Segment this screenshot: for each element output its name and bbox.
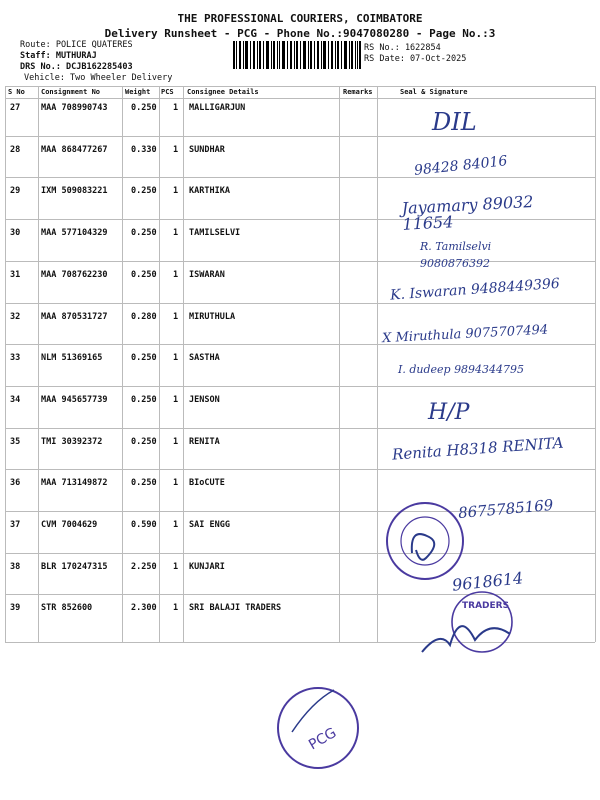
signature-27: DIL xyxy=(432,108,477,136)
row-consignee: JENSON xyxy=(189,394,220,405)
row-sno: 35 xyxy=(10,436,21,447)
row-consignment: CVM 7004629 xyxy=(41,520,98,530)
row-divider xyxy=(5,344,595,345)
row-pcs: 1 xyxy=(173,144,179,155)
col-remarks: Remarks xyxy=(343,88,373,96)
row-divider xyxy=(5,303,595,304)
row-consignment: MAA 708990743 xyxy=(41,103,108,113)
row-sno: 27 xyxy=(10,103,21,113)
row-sno: 34 xyxy=(10,394,21,405)
traders-stamp-text: TRADERS xyxy=(462,601,510,611)
row-pcs: 1 xyxy=(173,311,179,322)
row-divider xyxy=(5,428,595,429)
col-pcs: PCS xyxy=(161,88,174,96)
row-sno: 30 xyxy=(10,228,21,239)
row-sno: 29 xyxy=(10,186,21,197)
traders-seal-stamp xyxy=(420,590,540,660)
row-pcs: 1 xyxy=(173,520,179,530)
row-divider xyxy=(5,469,595,470)
row-sno: 39 xyxy=(10,603,21,614)
row-consignment: NLM 51369165 xyxy=(41,353,103,364)
col-consignment: Consignment No xyxy=(41,88,101,96)
row-consignment: BLR 170247315 xyxy=(41,561,108,572)
row-sno: 32 xyxy=(10,311,21,322)
row-divider xyxy=(5,177,595,178)
row-pcs: 1 xyxy=(173,436,179,447)
row-sno: 38 xyxy=(10,561,21,572)
signature-28: 98428 84016 xyxy=(413,153,509,179)
row-weight: 0.250 xyxy=(131,186,157,197)
col-weight: Weight xyxy=(125,88,151,96)
row-weight: 0.250 xyxy=(131,353,157,364)
row-sno: 28 xyxy=(10,144,21,155)
staff-label: Staff: MUTHURAJ xyxy=(20,51,97,61)
row-consignee: SASTHA xyxy=(189,353,220,364)
row-weight: 0.330 xyxy=(131,144,157,155)
row-pcs: 1 xyxy=(173,394,179,405)
signature-29: Jayamary 89032 11654 xyxy=(401,191,534,234)
signature-36: 8675785169 xyxy=(457,495,555,523)
row-consignment: MAA 713149872 xyxy=(41,478,108,489)
row-consignment: MAA 868477267 xyxy=(41,144,108,155)
row-consignee: ISWARAN xyxy=(189,269,225,280)
row-consignee: RENITA xyxy=(189,436,220,447)
row-consignment: MAA 870531727 xyxy=(41,311,108,322)
row-consignment: MAA 945657739 xyxy=(41,394,108,405)
row-weight: 0.250 xyxy=(131,436,157,447)
rs-number: RS No.: 1622854 xyxy=(364,43,441,53)
row-weight: 0.250 xyxy=(131,228,157,239)
row-sno: 31 xyxy=(10,269,21,280)
row-pcs: 1 xyxy=(173,186,179,197)
row-divider xyxy=(5,386,595,387)
col-seal-signature: Seal & Signature xyxy=(400,88,468,96)
row-sno: 37 xyxy=(10,520,21,530)
company-title: THE PROFESSIONAL COURIERS, COIMBATORE xyxy=(177,12,423,25)
row-consignee: KUNJARI xyxy=(189,561,225,572)
row-consignment: MAA 708762230 xyxy=(41,269,108,280)
signature-35: Renita H8318 RENITA xyxy=(391,433,565,464)
row-weight: 0.590 xyxy=(131,520,157,530)
row-consignee: SRI BALAJI TRADERS xyxy=(189,603,282,614)
barcode xyxy=(233,41,361,69)
row-weight: 0.250 xyxy=(131,269,157,280)
row-pcs: 1 xyxy=(173,353,179,364)
signature-32: X Miruthula 9075707494 xyxy=(381,322,549,347)
row-pcs: 1 xyxy=(173,103,179,113)
row-weight: 0.280 xyxy=(131,311,157,322)
row-divider xyxy=(5,136,595,137)
pcg-stamp xyxy=(272,682,364,774)
company-seal-stamp xyxy=(382,498,468,584)
row-consignee: TAMILSELVI xyxy=(189,228,241,239)
row-consignee: SAI ENGG xyxy=(189,520,230,530)
row-divider xyxy=(5,553,595,554)
pcg-stamp-text: PCG xyxy=(306,724,340,754)
row-pcs: 1 xyxy=(173,478,179,489)
col-consignee: Consignee Details xyxy=(187,88,259,96)
signature-33: I. dudeep 9894344795 xyxy=(398,363,525,376)
row-pcs: 1 xyxy=(173,603,179,614)
signature-34: H/P xyxy=(428,400,470,425)
row-consignment: MAA 577104329 xyxy=(41,228,108,239)
row-consignment: STR 852600 xyxy=(41,603,93,614)
row-consignee: MIRUTHULA xyxy=(189,311,236,322)
row-weight: 2.300 xyxy=(131,603,157,614)
row-consignment: IXM 509083221 xyxy=(41,186,108,197)
route-label: Route: POLICE QUATERES xyxy=(20,40,133,50)
row-pcs: 1 xyxy=(173,561,179,572)
rs-date: RS Date: 07-Oct-2025 xyxy=(364,54,467,64)
row-consignee: KARTHIKA xyxy=(189,186,230,197)
row-sno: 33 xyxy=(10,353,21,364)
row-consignee: BIoCUTE xyxy=(189,478,225,489)
drs-number: DRS No.: DCJB162285403 xyxy=(20,62,133,72)
row-pcs: 1 xyxy=(173,269,179,280)
signature-38: 9618614 xyxy=(451,568,525,595)
col-sno: S No xyxy=(8,88,25,96)
row-consignee: MALLIGARJUN xyxy=(189,103,246,113)
signature-31: K. Iswaran 9488449396 xyxy=(389,275,561,304)
row-consignee: SUNDHAR xyxy=(189,144,225,155)
signature-30: R. Tamilselvi 9080876392 xyxy=(420,240,492,270)
row-sno: 36 xyxy=(10,478,21,489)
row-weight: 0.250 xyxy=(131,103,157,113)
row-weight: 0.250 xyxy=(131,394,157,405)
row-pcs: 1 xyxy=(173,228,179,239)
row-consignment: TMI 30392372 xyxy=(41,436,103,447)
runsheet-subtitle: Delivery Runsheet - PCG - Phone No.:9047080280 - Page No.:3 xyxy=(104,27,496,40)
row-weight: 0.250 xyxy=(131,478,157,489)
row-weight: 2.250 xyxy=(131,561,157,572)
vehicle-label: Vehicle: Two Wheeler Delivery xyxy=(24,73,173,83)
